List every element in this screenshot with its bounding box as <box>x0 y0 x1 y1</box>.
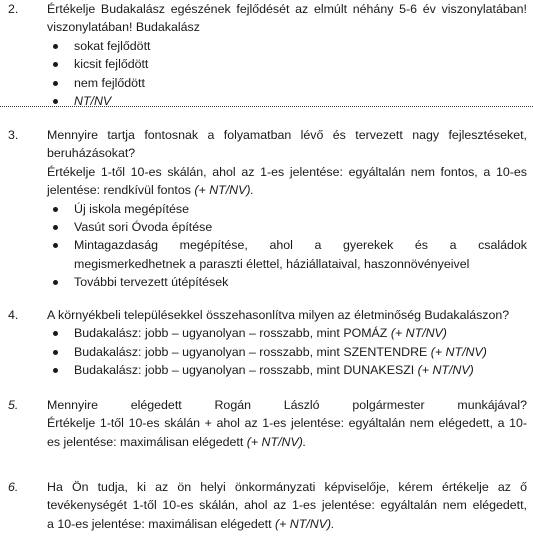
question-number: 4. <box>8 308 19 322</box>
comparison-list <box>47 324 527 379</box>
answer-option: NT/NV <box>47 92 527 110</box>
project-item-line: megismerkedhetnek a paraszti élettel, háziállataival, haszonnövényeivel <box>74 256 470 271</box>
answer-option: nem fejlődött <box>47 74 527 92</box>
project-item: További tervezett útépítések <box>47 273 527 291</box>
comparison-text: Budakalász: jobb – ugyanolyan – rosszabb, mint POMÁZ <box>74 326 391 341</box>
section-divider <box>0 106 533 107</box>
question-line <box>47 515 527 533</box>
question-number: 3. <box>8 128 19 142</box>
scale-text: jelentése: rendkívül fontos <box>47 183 195 198</box>
answer-option: kicsit fejlődött <box>47 55 527 73</box>
project-list <box>47 200 527 292</box>
comparison-text: Budakalász: jobb – ugyanolyan – rosszabb, mint DUNAKESZI <box>74 363 418 378</box>
question-line: Ha Ön tudja, ki az ön helyi önkormányzati képviselője, kérem értékelje az ő <box>47 480 527 494</box>
answer-option: sokat fejlődött <box>47 37 527 55</box>
question-line: viszonylatában! Budakalász <box>47 20 200 35</box>
project-item: Vasút sori Óvoda építése <box>47 218 527 236</box>
nt-nv-note: (+ NT/NV). <box>274 516 335 531</box>
comparison-item <box>47 324 527 342</box>
nt-nv-note: (+ NT/NV). <box>246 434 307 449</box>
question-number: 6. <box>8 480 19 494</box>
scale-text: es jelentése: maximálisan elégedett <box>47 434 247 449</box>
nt-nv-note: (+ NT/NV) <box>417 363 474 378</box>
question-line: Mennyire tartja fontosnak a folyamatban lévő és tervezett nagy fejlesztéseket, <box>47 128 527 142</box>
question-line: Értékelje Budakalász egészének fejlődését az elmúlt néhány 5-6 év viszonylatában! <box>47 2 527 16</box>
question-line <box>47 433 527 451</box>
nt-nv-note: (+ NT/NV). <box>194 183 254 198</box>
question-line <box>47 181 527 199</box>
project-item: Új iskola megépítése <box>47 200 527 218</box>
question-line: tevékenységét 1-től 10-es skálán, ahol az 1-es jelentése: egyáltalán nem elégedett, <box>47 498 527 513</box>
question-text <box>47 396 527 451</box>
question-text <box>47 478 527 533</box>
question-number: 2. <box>8 2 19 16</box>
question-line: A környékbeli településekkel összehasonlítva milyen az életminőség Budakalászon? <box>47 308 510 322</box>
project-item <box>47 236 527 273</box>
question-number: 5. <box>8 398 19 412</box>
comparison-item <box>47 343 527 361</box>
question-line: Értékelje 1-től 10-es skálán + ahol az 1-es jelentése: egyáltalán nem elégedett, a 10- <box>47 416 527 431</box>
question-line: Mennyire elégedett Rogán László polgármester munkájával? <box>47 398 527 412</box>
nt-nv-note: (+ NT/NV) <box>430 344 487 359</box>
nt-nv-note: (+ NT/NV) <box>390 326 447 341</box>
answer-options <box>47 37 527 111</box>
question-line: Értékelje 1-től 10-es skálán, ahol az 1-es jelentése: egyáltalán nem fontos, a 10-es <box>47 164 527 179</box>
question-line: beruházásokat? <box>47 146 136 161</box>
question-text <box>47 0 527 110</box>
comparison-text: Budakalász: jobb – ugyanolyan – rosszabb, mint SZENTENDRE <box>74 344 431 359</box>
question-text <box>47 126 527 292</box>
scale-text: a 10-es jelentése: maximálisan elégedett <box>47 516 275 531</box>
comparison-item <box>47 361 527 379</box>
project-item-line: Mintagazdaság megépítése, ahol a gyerekek és a családok <box>74 238 527 253</box>
question-text <box>47 306 527 380</box>
